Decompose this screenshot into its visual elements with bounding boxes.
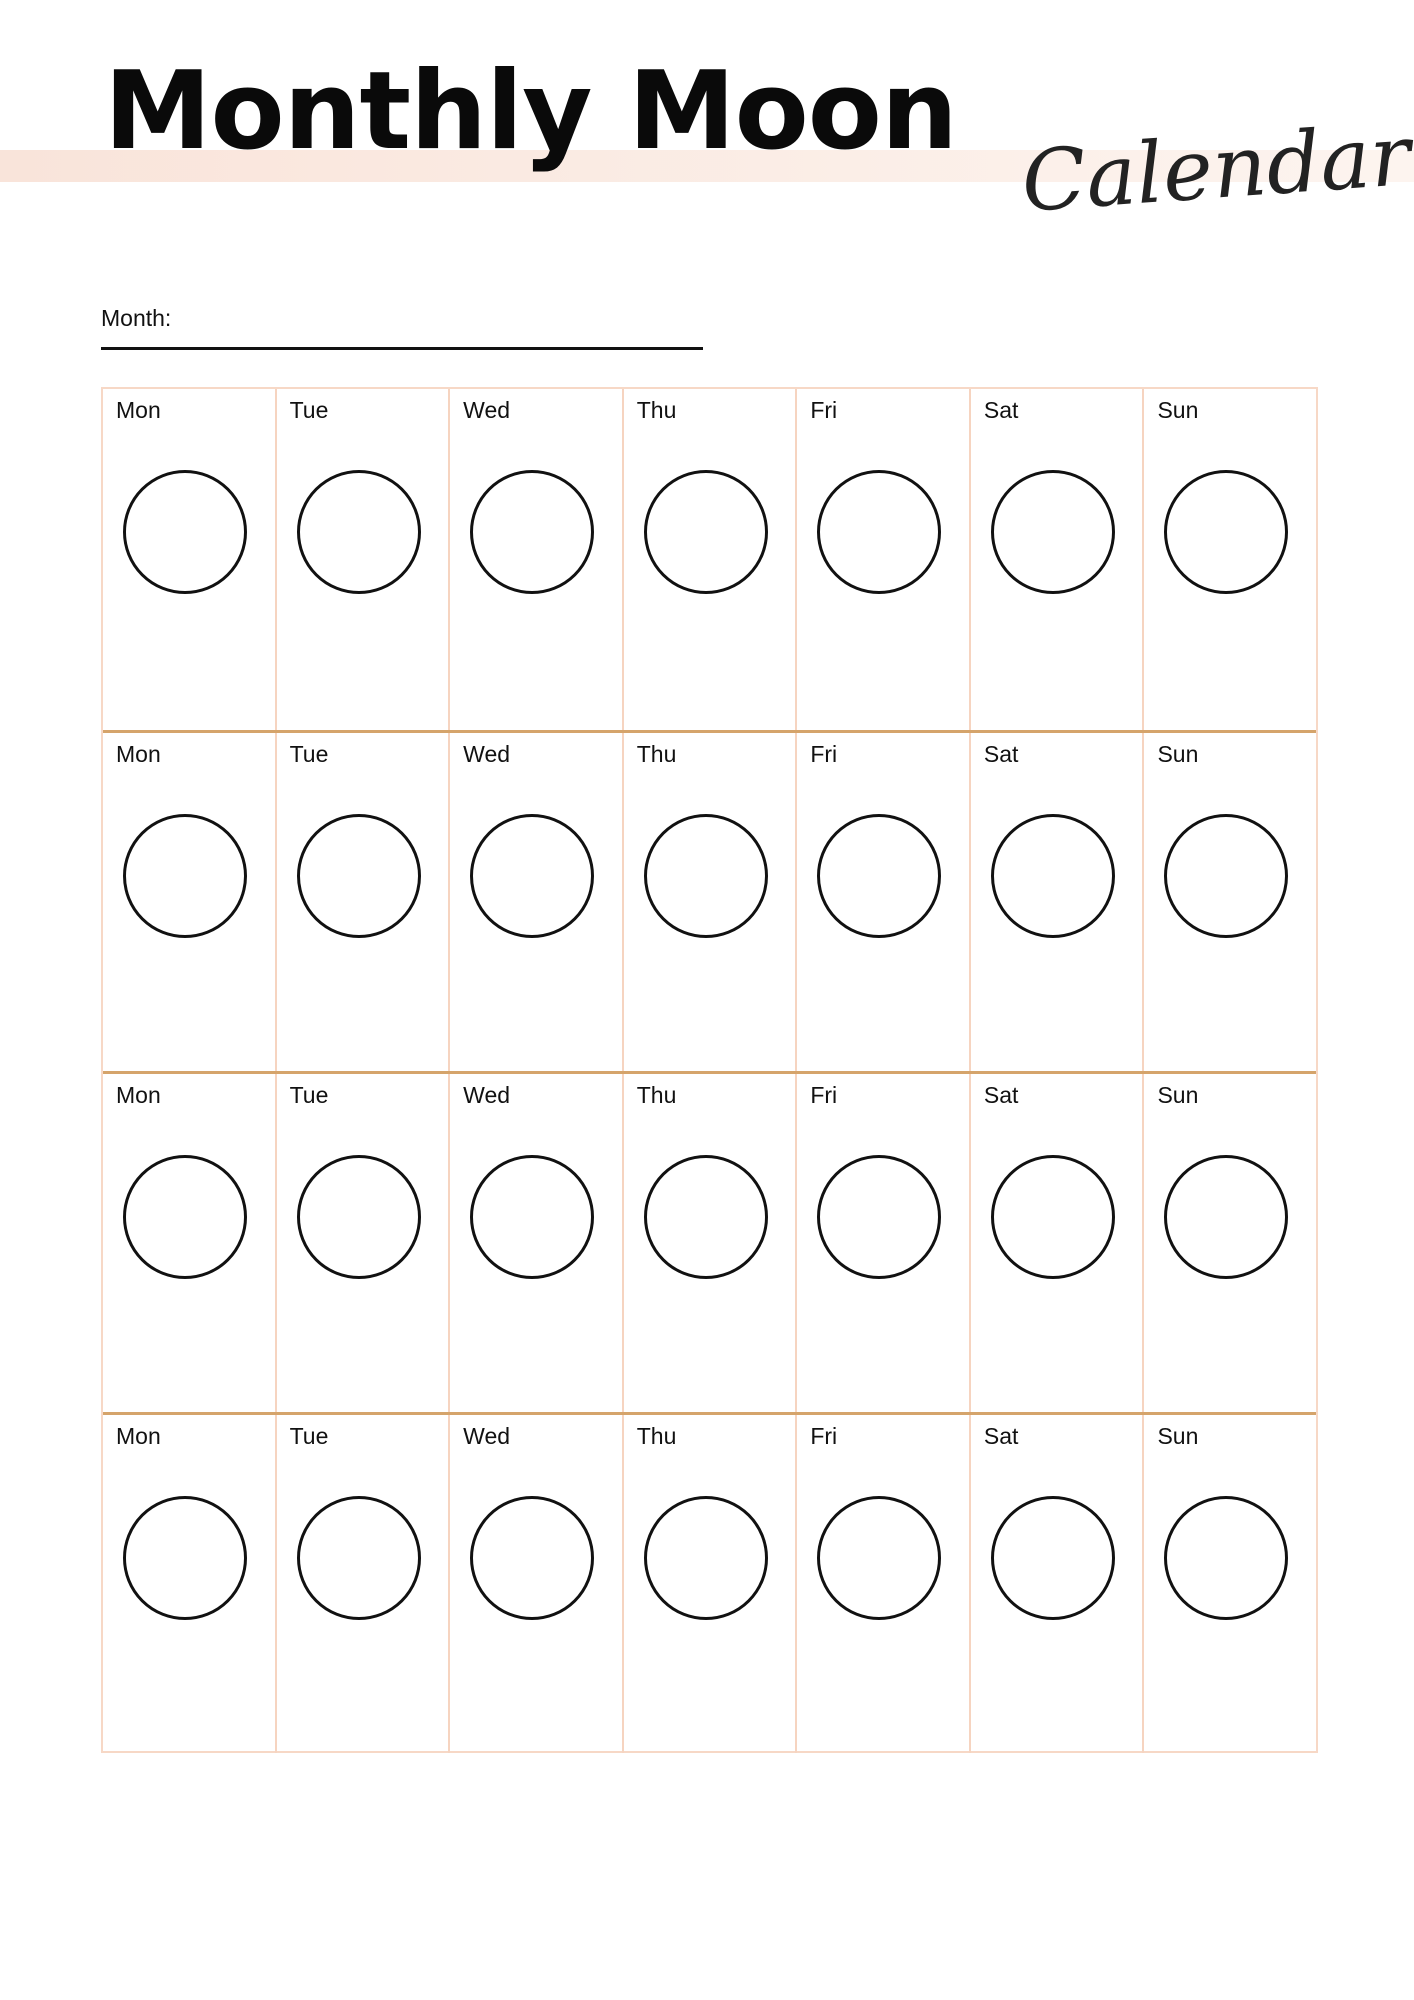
day-cell[interactable] bbox=[277, 1074, 451, 1412]
day-cell[interactable] bbox=[797, 733, 971, 1071]
moon-phase-circle[interactable] bbox=[991, 470, 1115, 594]
moon-phase-circle[interactable] bbox=[991, 1155, 1115, 1279]
day-cell[interactable] bbox=[797, 389, 971, 730]
moon-phase-circle[interactable] bbox=[470, 814, 594, 938]
day-cell[interactable] bbox=[1144, 733, 1316, 1071]
day-label: Tue bbox=[289, 397, 329, 423]
day-label: Sat bbox=[983, 397, 1019, 423]
day-label: Thu bbox=[636, 1082, 677, 1108]
day-cell[interactable] bbox=[624, 389, 798, 730]
moon-phase-circle[interactable] bbox=[123, 1155, 247, 1279]
week-row bbox=[103, 1412, 1316, 1753]
day-cell[interactable] bbox=[103, 733, 277, 1071]
day-label: Mon bbox=[116, 741, 161, 767]
moon-phase-circle[interactable] bbox=[644, 1496, 768, 1620]
moon-phase-circle[interactable] bbox=[817, 1155, 941, 1279]
day-label: Fri bbox=[810, 397, 838, 423]
day-label: Fri bbox=[810, 1423, 838, 1449]
day-label: Mon bbox=[116, 1082, 161, 1108]
day-label: Tue bbox=[289, 1082, 329, 1108]
day-label: Sun bbox=[1157, 741, 1199, 767]
day-label: Fri bbox=[810, 741, 838, 767]
day-cell[interactable] bbox=[971, 733, 1145, 1071]
day-label: Wed bbox=[463, 397, 511, 423]
page-subtitle: Calendar bbox=[1018, 105, 1414, 231]
moon-phase-circle[interactable] bbox=[817, 1496, 941, 1620]
day-cell[interactable] bbox=[277, 389, 451, 730]
month-input-line[interactable] bbox=[101, 347, 703, 350]
day-cell[interactable] bbox=[450, 733, 624, 1071]
day-cell[interactable] bbox=[277, 1415, 451, 1753]
day-cell[interactable] bbox=[103, 1074, 277, 1412]
day-label: Tue bbox=[289, 1423, 329, 1449]
moon-phase-circle[interactable] bbox=[991, 814, 1115, 938]
moon-phase-circle[interactable] bbox=[123, 470, 247, 594]
day-label: Thu bbox=[636, 397, 677, 423]
day-cell[interactable] bbox=[450, 1415, 624, 1753]
day-label: Wed bbox=[463, 741, 511, 767]
day-label: Mon bbox=[116, 1423, 161, 1449]
week-row bbox=[103, 730, 1316, 1071]
day-label: Wed bbox=[463, 1082, 511, 1108]
page-title: Monthly Moon bbox=[104, 49, 957, 174]
moon-phase-circle[interactable] bbox=[123, 814, 247, 938]
moon-phase-circle[interactable] bbox=[644, 814, 768, 938]
day-label: Mon bbox=[116, 397, 161, 423]
week-row bbox=[103, 1071, 1316, 1412]
day-cell[interactable] bbox=[624, 1074, 798, 1412]
moon-phase-circle[interactable] bbox=[1164, 1155, 1288, 1279]
day-label: Wed bbox=[463, 1423, 511, 1449]
moon-phase-circle[interactable] bbox=[817, 470, 941, 594]
day-cell[interactable] bbox=[1144, 1074, 1316, 1412]
moon-phase-circle[interactable] bbox=[470, 470, 594, 594]
week-row bbox=[103, 389, 1316, 730]
day-label: Sat bbox=[983, 741, 1019, 767]
day-cell[interactable] bbox=[624, 1415, 798, 1753]
day-cell[interactable] bbox=[1144, 1415, 1316, 1753]
moon-phase-circle[interactable] bbox=[470, 1155, 594, 1279]
moon-phase-circle[interactable] bbox=[297, 470, 421, 594]
moon-phase-circle[interactable] bbox=[991, 1496, 1115, 1620]
day-cell[interactable] bbox=[277, 733, 451, 1071]
moon-phase-circle[interactable] bbox=[1164, 470, 1288, 594]
day-cell[interactable] bbox=[797, 1074, 971, 1412]
moon-phase-circle[interactable] bbox=[123, 1496, 247, 1620]
day-cell[interactable] bbox=[1144, 389, 1316, 730]
moon-phase-circle[interactable] bbox=[1164, 1496, 1288, 1620]
moon-phase-circle[interactable] bbox=[644, 470, 768, 594]
day-cell[interactable] bbox=[103, 1415, 277, 1753]
day-label: Fri bbox=[810, 1082, 838, 1108]
day-cell[interactable] bbox=[971, 1415, 1145, 1753]
moon-phase-circle[interactable] bbox=[470, 1496, 594, 1620]
month-label: Month: bbox=[101, 305, 172, 331]
moon-phase-circle[interactable] bbox=[1164, 814, 1288, 938]
day-label: Sun bbox=[1157, 397, 1199, 423]
day-cell[interactable] bbox=[797, 1415, 971, 1753]
day-cell[interactable] bbox=[450, 389, 624, 730]
moon-calendar-grid bbox=[101, 387, 1318, 1753]
day-cell[interactable] bbox=[103, 389, 277, 730]
day-cell[interactable] bbox=[624, 733, 798, 1071]
day-label: Sat bbox=[983, 1423, 1019, 1449]
moon-phase-circle[interactable] bbox=[817, 814, 941, 938]
day-cell[interactable] bbox=[971, 1074, 1145, 1412]
day-label: Thu bbox=[636, 1423, 677, 1449]
moon-phase-circle[interactable] bbox=[297, 1496, 421, 1620]
day-label: Sun bbox=[1157, 1082, 1199, 1108]
day-label: Sun bbox=[1157, 1423, 1199, 1449]
day-cell[interactable] bbox=[971, 389, 1145, 730]
moon-phase-circle[interactable] bbox=[644, 1155, 768, 1279]
day-cell[interactable] bbox=[450, 1074, 624, 1412]
moon-phase-circle[interactable] bbox=[297, 814, 421, 938]
day-label: Sat bbox=[983, 1082, 1019, 1108]
moon-phase-circle[interactable] bbox=[297, 1155, 421, 1279]
day-label: Tue bbox=[289, 741, 329, 767]
day-label: Thu bbox=[636, 741, 677, 767]
